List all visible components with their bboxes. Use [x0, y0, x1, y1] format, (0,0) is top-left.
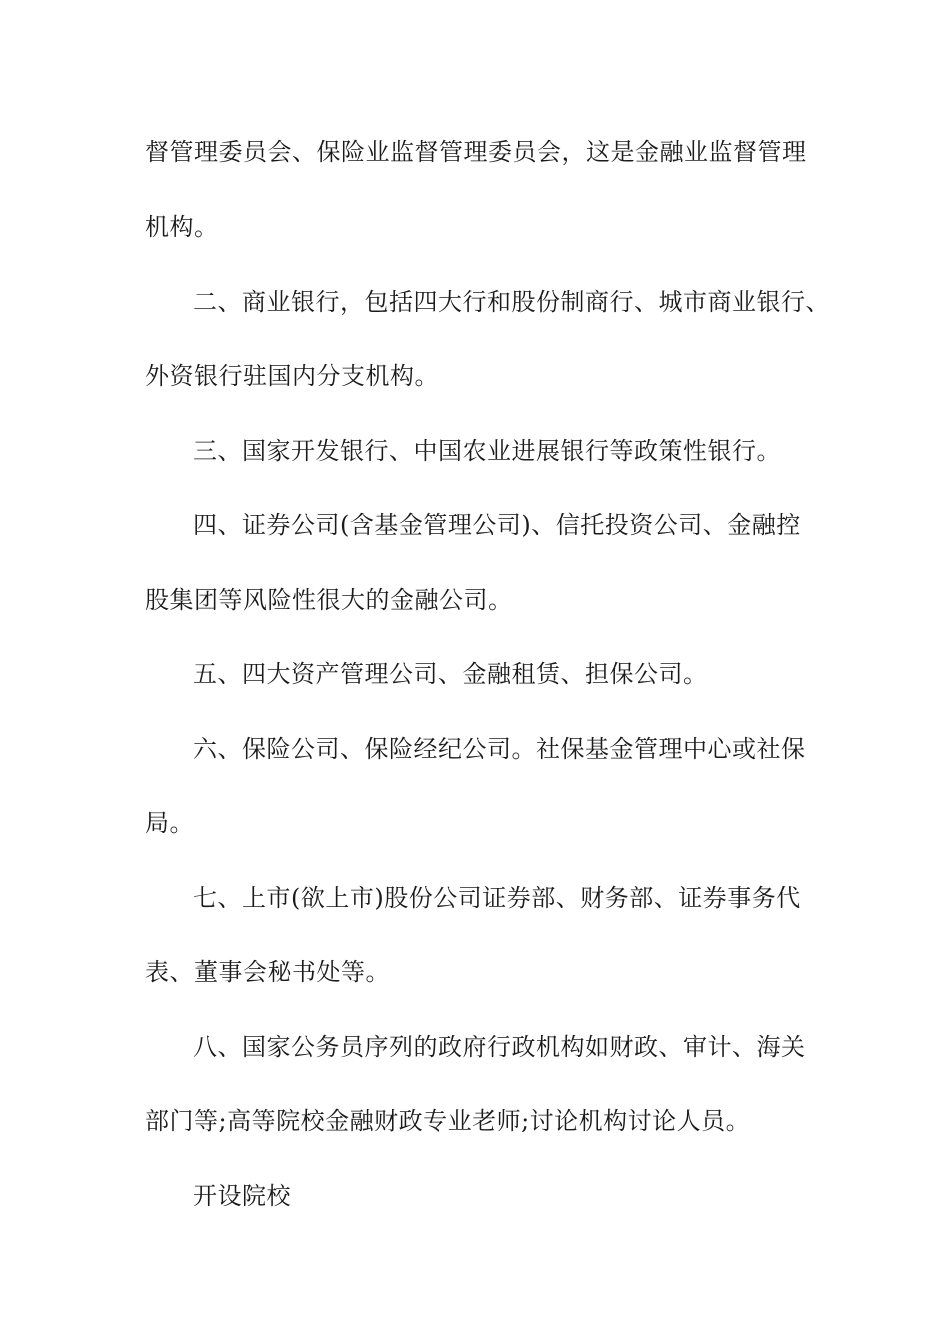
paragraph-line: 四、证券公司(含基金管理公司)、信托投资公司、金融控 — [193, 511, 801, 539]
paragraph-line: 督管理委员会、保险业监督管理委员会，这是金融业监督管理 — [145, 138, 807, 166]
paragraph-line: 五、四大资产管理公司、金融租赁、担保公司。 — [193, 660, 708, 688]
paragraph-line: 外资银行驻国内分支机构。 — [145, 362, 439, 390]
paragraph-line: 股集团等风险性很大的金融公司。 — [145, 586, 513, 614]
paragraph-line: 七、上市(欲上市)股份公司证券部、财务部、证券事务代 — [193, 884, 801, 912]
paragraph-line: 三、国家开发银行、中国农业进展银行等政策性银行。 — [193, 437, 781, 465]
paragraph-line: 机构。 — [145, 213, 219, 241]
paragraph-line: 局。 — [145, 809, 194, 837]
paragraph-line: 表、董事会秘书处等。 — [145, 958, 390, 986]
paragraph-line: 八、国家公务员序列的政府行政机构如财政、审计、海关 — [193, 1033, 806, 1061]
section-heading: 开设院校 — [193, 1182, 291, 1210]
paragraph-line: 六、保险公司、保险经纪公司。社保基金管理中心或社保 — [193, 735, 806, 763]
paragraph-line: 二、商业银行，包括四大行和股份制商行、城市商业银行、 — [193, 288, 830, 316]
paragraph-line: 部门等;高等院校金融财政专业老师;讨论机构讨论人员。 — [145, 1107, 751, 1135]
